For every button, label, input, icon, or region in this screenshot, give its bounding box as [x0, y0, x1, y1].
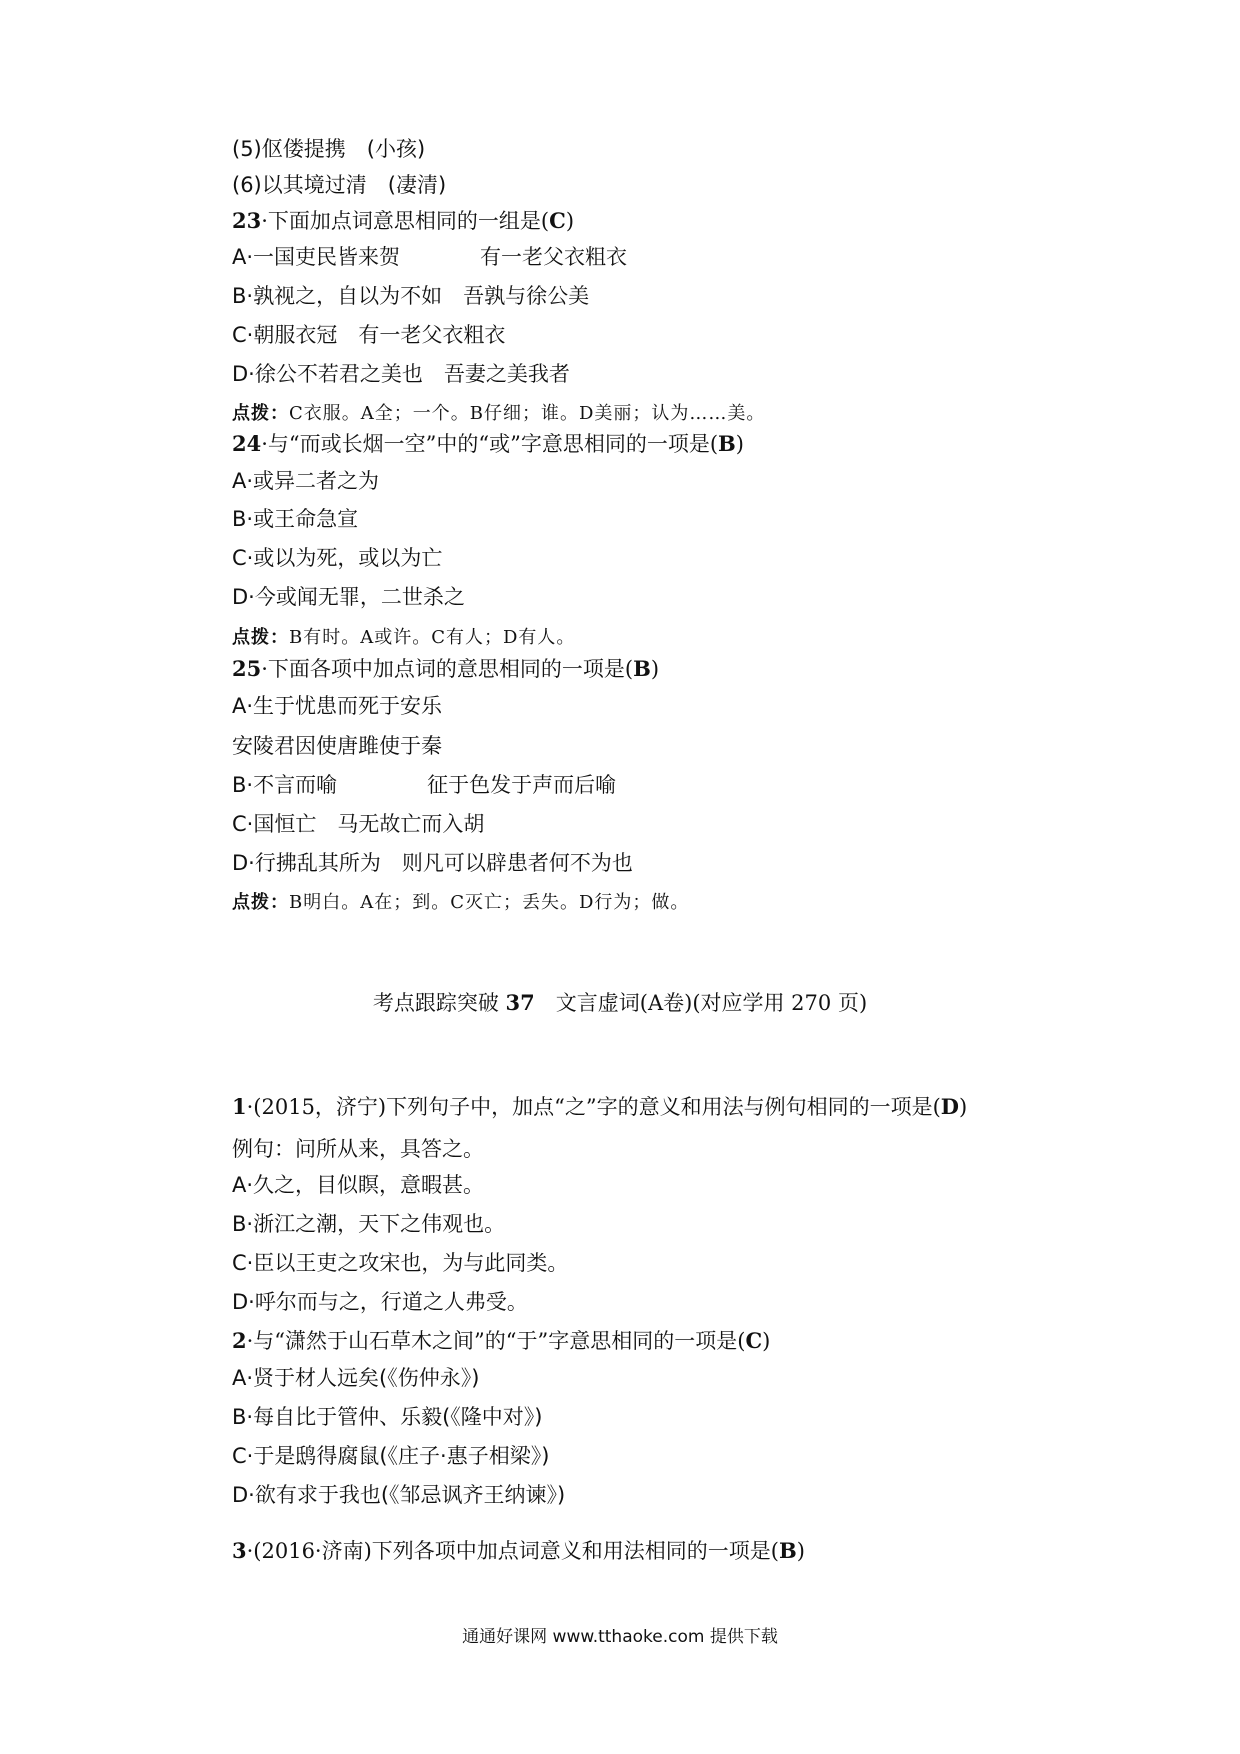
- option-25-b: [232, 772, 616, 798]
- option-25-a: A·生于忧患而死于安乐: [232, 694, 443, 718]
- question-number: 2: [232, 1328, 247, 1353]
- option-2-a: A·贤于材人远矣(《伤仲永》): [232, 1366, 480, 1390]
- section-heading: [0, 990, 1240, 1016]
- option-1-b: B·浙江之潮，天下之伟观也。: [232, 1212, 506, 1236]
- answer-letter: C: [745, 1328, 763, 1353]
- question-23: [232, 208, 574, 234]
- option-23-a: [232, 244, 627, 270]
- answer-letter: B: [633, 656, 651, 681]
- hint-text: C衣服。A全；一个。B仔细；谁。D美丽；认为……美。: [289, 403, 766, 424]
- section-prefix: 考点跟踪突破: [372, 991, 499, 1015]
- answer-close: ): [735, 432, 744, 456]
- question-number: 24: [232, 431, 262, 456]
- question-1: [232, 1094, 967, 1120]
- option-text: B·不言而喻: [232, 773, 338, 797]
- option-2-d: D·欲有求于我也(《邹忌讽齐王纳谏》): [232, 1483, 566, 1507]
- hint-label: 点拨：: [232, 627, 289, 648]
- hint-25: [232, 890, 689, 916]
- option-2-b: B·每自比于管仲、乐毅(《隆中对》): [232, 1405, 543, 1429]
- section-title: 文言虚词(A卷)(对应学用 270 页): [555, 991, 868, 1015]
- question-25: [232, 656, 659, 682]
- question-text: ·与“潇然于山石草木之间”的“于”字意思相同的一项是(: [246, 1329, 746, 1353]
- question-2: [232, 1328, 770, 1354]
- option-1-c: C·臣以王吏之攻宋也，为与此同类。: [232, 1251, 569, 1275]
- option-24-c: C·或以为死，或以为亡: [232, 546, 443, 570]
- option-1-a: A·久之，目似瞑，意暇甚。: [232, 1173, 485, 1197]
- option-24-a: A·或异二者之为: [232, 469, 380, 493]
- answer-close: ): [565, 209, 575, 233]
- option-23-b: B·孰视之，自以为不如 吾孰与徐公美: [232, 284, 590, 308]
- footer-watermark: 通通好课网 www.tthaoke.com 提供下载: [462, 1627, 778, 1647]
- example-sentence: 例句：问所从来，具答之。: [232, 1137, 484, 1161]
- option-25-d: D·行拂乱其所为 则凡可以辟患者何不为也: [232, 851, 633, 875]
- answer-close: ): [650, 657, 660, 681]
- option-24-b: B·或王命急宣: [232, 507, 359, 531]
- section-number: 37: [505, 990, 535, 1015]
- question-number: 25: [232, 656, 262, 681]
- question-text: ·与“而或长烟一空”中的“或”字意思相同的一项是(: [261, 432, 719, 456]
- answer-letter: D: [940, 1094, 960, 1119]
- option-24-d: D·今或闻无罪，二世杀之: [232, 585, 465, 609]
- item-6-line: (6)以其境过清 (凄清): [232, 173, 447, 197]
- option-23-d: D·徐公不若君之美也 吾妻之美我者: [232, 362, 570, 386]
- hint-label: 点拨：: [232, 403, 289, 424]
- hint-text: B有时。A或许。C有人；D有人。: [289, 627, 576, 648]
- question-number: 23: [232, 208, 262, 233]
- option-text: A·一国吏民皆来贺: [232, 245, 401, 269]
- answer-close: ): [796, 1539, 805, 1563]
- option-25-c: C·国恒亡 马无故亡而入胡: [232, 812, 485, 836]
- option-1-d: D·呼尔而与之，行道之人弗受。: [232, 1290, 528, 1314]
- option-text-2: 有一老父衣粗衣: [480, 245, 628, 269]
- question-number: 1: [232, 1094, 247, 1119]
- question-text: ·(2016·济南)下列各项中加点词意义和用法相同的一项是(: [246, 1539, 779, 1563]
- item-5-line: (5)伛偻提携 (小孩): [232, 137, 426, 161]
- hint-label: 点拨：: [232, 892, 289, 913]
- question-3: [232, 1538, 805, 1564]
- answer-letter: C: [549, 208, 566, 233]
- hint-23: [232, 401, 765, 427]
- hint-text: B明白。A在；到。C灭亡；丢失。D行为；做。: [289, 892, 690, 913]
- question-text: ·下面加点词意思相同的一组是(: [261, 209, 550, 233]
- answer-close: ): [762, 1329, 771, 1353]
- option-25-a-cont: 安陵君因使唐雎使于秦: [232, 734, 442, 758]
- answer-letter: B: [718, 431, 736, 456]
- hint-24: [232, 625, 575, 651]
- answer-letter: B: [779, 1538, 797, 1563]
- option-text-2: 征于色发于声而后喻: [427, 773, 617, 797]
- question-text: ·(2015，济宁)下列句子中，加点“之”字的意义和用法与例句相同的一项是(: [246, 1095, 941, 1119]
- option-23-c: C·朝服衣冠 有一老父衣粗衣: [232, 323, 506, 347]
- question-24: [232, 431, 744, 457]
- answer-close: ): [959, 1095, 968, 1119]
- question-number: 3: [232, 1538, 247, 1563]
- question-text: ·下面各项中加点词的意思相同的一项是(: [261, 657, 634, 681]
- option-2-c: C·于是鸱得腐鼠(《庄子·惠子相梁》): [232, 1444, 550, 1468]
